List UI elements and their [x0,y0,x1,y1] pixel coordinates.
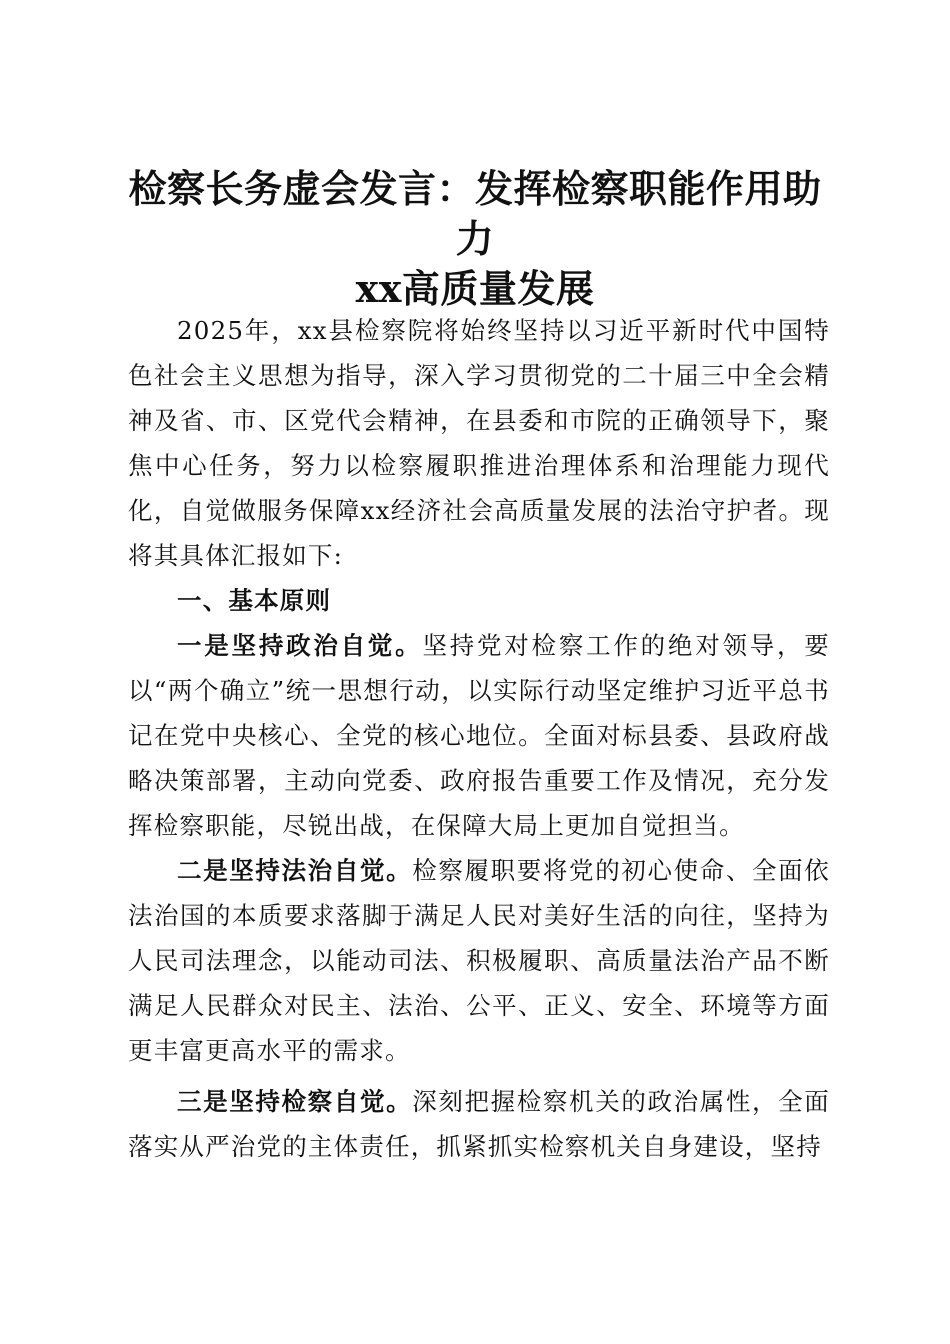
point-3-text: 深刻把握检察机关的政治属性，全面落实从严治党的主体责任，抓紧抓实检察机关自身建设，坚持 [128,1087,830,1161]
point-2-text: 检察履职要将党的初心使命、全面依法治国的本质要求落脚于满足人民对美好生活的向往，坚持为人民司法理念，以能动司法、积极履职、高质量法治产品不断满足人民群众对民主、法治、公平、正义、安全、环境等方面更丰富更高水平的需求。 [128,856,830,1065]
point-1-lead: 一是坚持政治自觉。 [177,631,423,660]
title-line-1: 检察长务虚会发言：发挥检察职能作用助力 [128,166,822,261]
document-body [128,308,830,1169]
point-1-paragraph [128,623,830,848]
document-title [110,164,840,314]
title-line-2: xx高质量发展 [355,266,595,311]
point-2-paragraph [128,848,830,1073]
point-2-lead: 二是坚持法治自觉。 [177,856,413,885]
point-3-lead: 三是坚持检察自觉。 [177,1087,413,1116]
section-heading-basic-principles: 一、基本原则 [177,586,332,615]
intro-paragraph: 2025年，xx县检察院将始终坚持以习近平新时代中国特色社会主义思想为指导，深入学习贯彻党的二十届三中全会精神及省、市、区党代会精神，在县委和市院的正确领导下，聚焦中心任务，努力以检察履职推进治理体系和治理能力现代化，自觉做服务保障xx经济社会高质量发展的法治守护者。现将其具体汇报如下: [128,316,830,570]
point-1-text: 坚持党对检察工作的绝对领导，要以“两个确立”统一思想行动，以实际行动坚定维护习近平总书记在党中央核心、全党的核心地位。全面对标县委、县政府战略决策部署，主动向党委、政府报告重要工作及情况，充分发挥检察职能，尽锐出战，在保障大局上更加自觉担当。 [128,631,830,840]
point-3-paragraph [128,1079,830,1169]
